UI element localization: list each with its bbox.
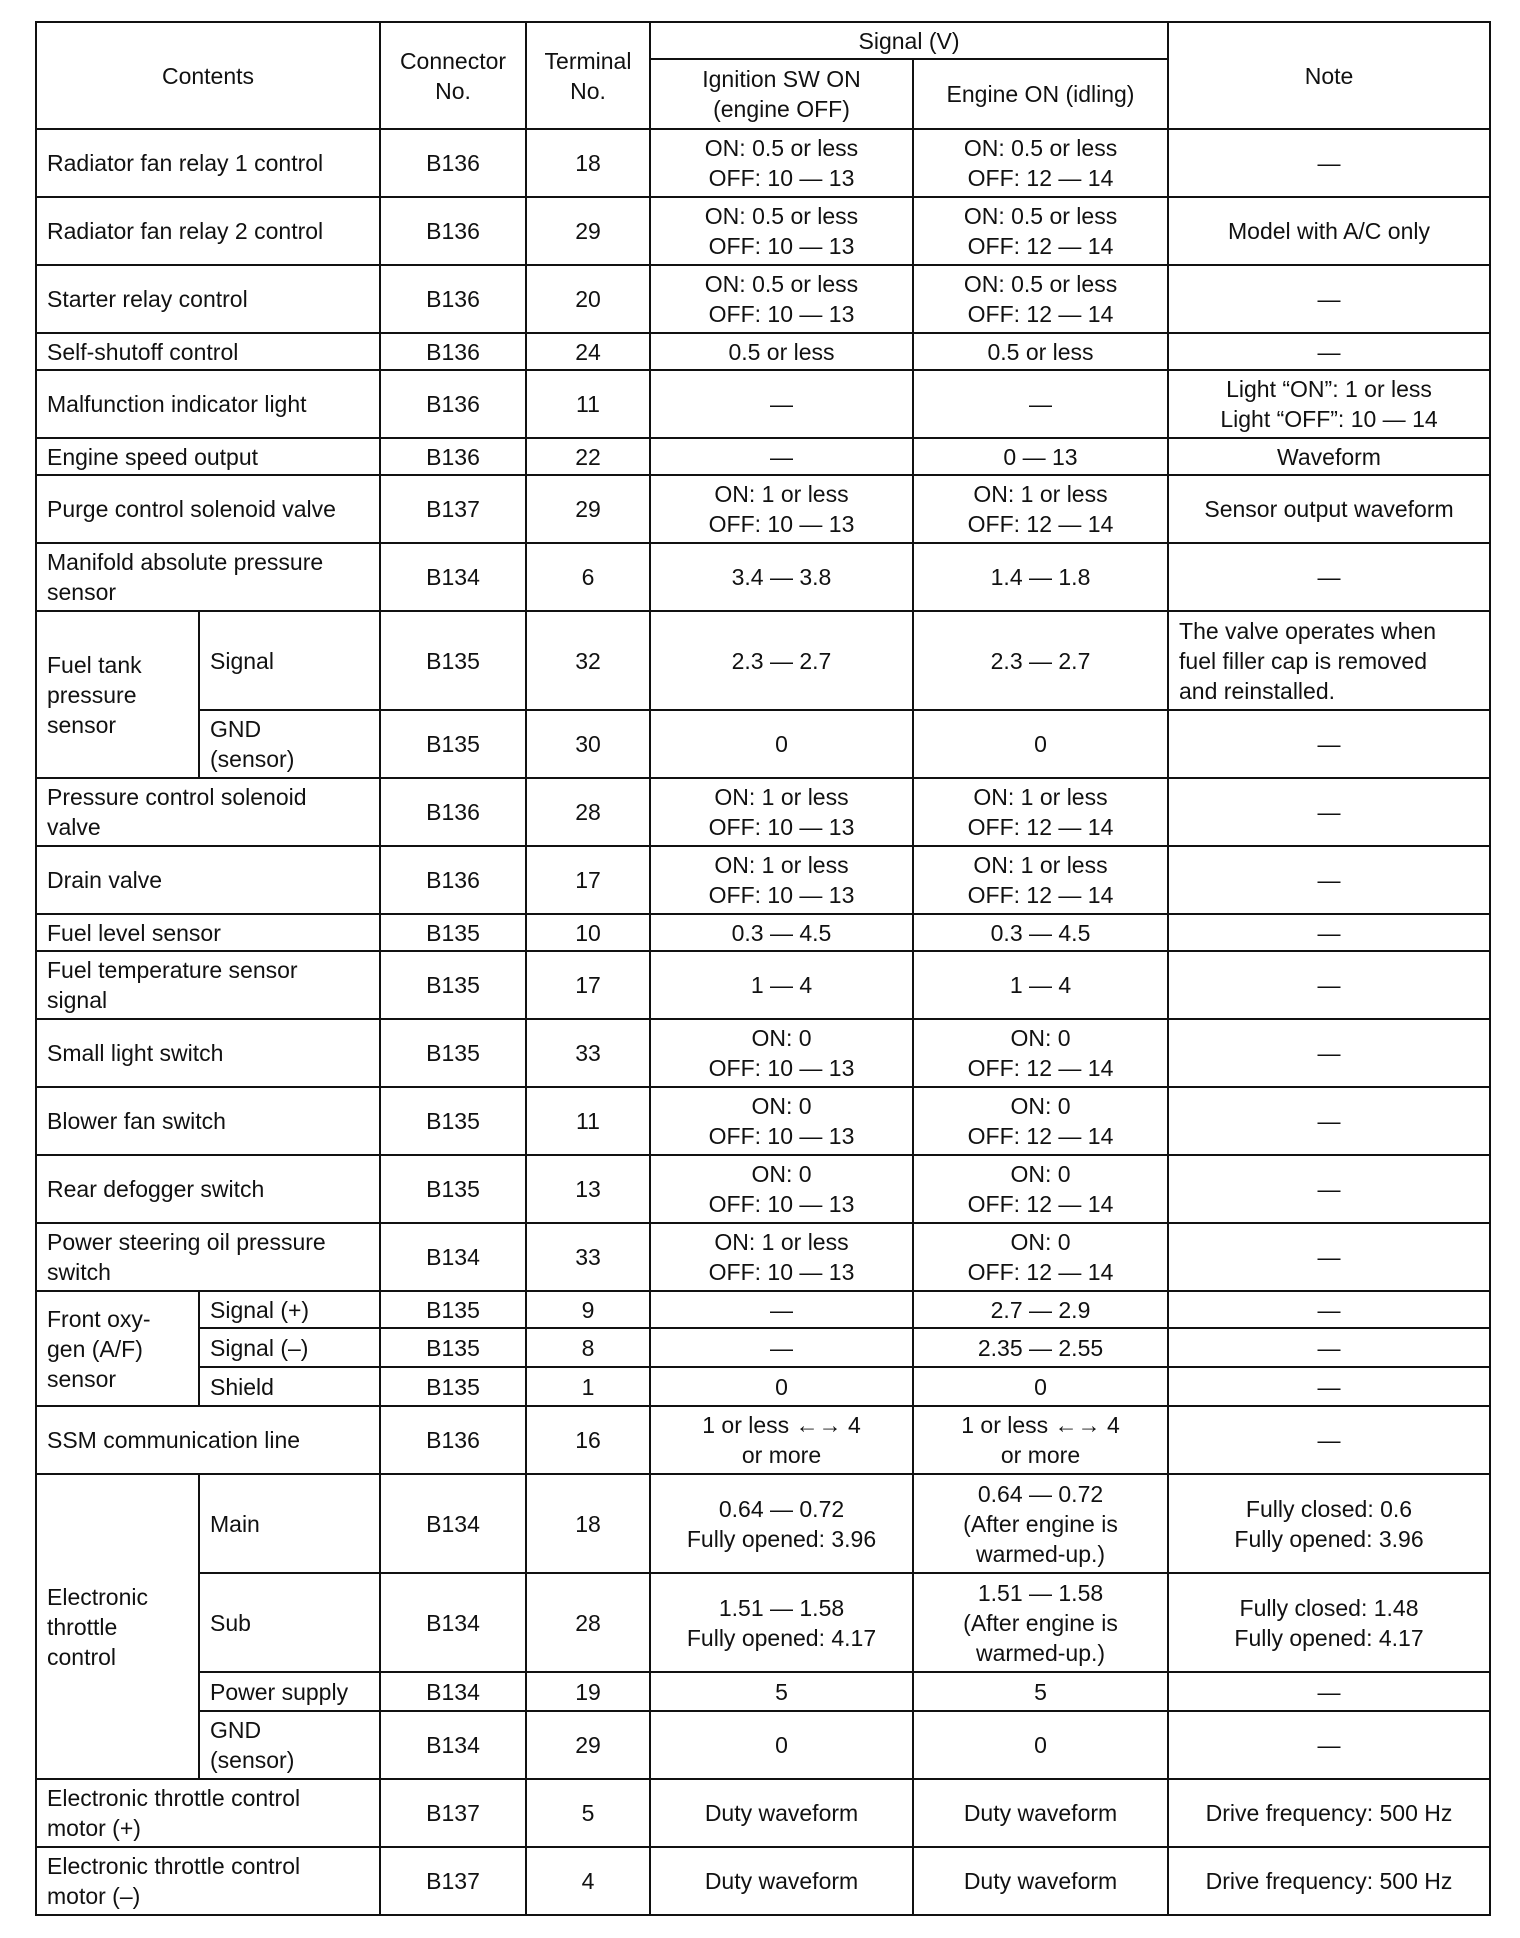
terminal-voltage-table	[35, 21, 1491, 1916]
contents: Purge control solenoid valve	[36, 475, 380, 543]
signal-ignition-on: ON: 0 OFF: 10 — 13	[650, 1155, 913, 1223]
signal-ignition-on: ON: 1 or less OFF: 10 — 13	[650, 778, 913, 846]
terminal-no: 28	[526, 1573, 650, 1672]
signal-engine-on: ON: 1 or less OFF: 12 — 14	[913, 778, 1168, 846]
terminal-no: 19	[526, 1672, 650, 1711]
connector-no: B136	[380, 846, 526, 914]
contents: SSM communication line	[36, 1406, 380, 1474]
signal-engine-on: —	[913, 370, 1168, 438]
signal-ignition-on: 1 or less ←→ 4 or more	[650, 1406, 913, 1474]
signal-ignition-on: ON: 1 or less OFF: 10 — 13	[650, 475, 913, 543]
signal-engine-on: ON: 0 OFF: 12 — 14	[913, 1087, 1168, 1155]
table-row	[36, 1406, 1490, 1474]
signal-ignition-on: 1 — 4	[650, 951, 913, 1019]
terminal-no: 22	[526, 438, 650, 475]
signal-engine-on: Duty waveform	[913, 1847, 1168, 1915]
connector-no: B135	[380, 611, 526, 710]
signal-ignition-on: 0.3 — 4.5	[650, 914, 913, 951]
contents: Electronic throttle control motor (+)	[36, 1779, 380, 1847]
table-row	[36, 846, 1490, 914]
terminal-no: 13	[526, 1155, 650, 1223]
note: —	[1168, 265, 1490, 333]
table-row	[36, 1223, 1490, 1291]
connector-no: B137	[380, 1847, 526, 1915]
table-row	[36, 129, 1490, 197]
connector-no: B136	[380, 197, 526, 265]
table-row	[36, 710, 1490, 778]
terminal-no: 20	[526, 265, 650, 333]
note: —	[1168, 543, 1490, 611]
table-row	[36, 1672, 1490, 1711]
signal-engine-on: 1.51 — 1.58 (After engine is warmed-up.)	[913, 1573, 1168, 1672]
connector-no: B136	[380, 333, 526, 370]
terminal-no: 29	[526, 1711, 650, 1779]
terminal-no: 30	[526, 710, 650, 778]
note: —	[1168, 710, 1490, 778]
table-row	[36, 1573, 1490, 1672]
sub-contents: Shield	[199, 1367, 380, 1406]
note: —	[1168, 333, 1490, 370]
note: Drive frequency: 500 Hz	[1168, 1847, 1490, 1915]
signal-engine-on: 5	[913, 1672, 1168, 1711]
connector-no: B134	[380, 1711, 526, 1779]
contents: Manifold absolute pressure sensor	[36, 543, 380, 611]
terminal-no: 8	[526, 1328, 650, 1367]
signal-engine-on: ON: 0 OFF: 12 — 14	[913, 1019, 1168, 1087]
signal-engine-on: ON: 0 OFF: 12 — 14	[913, 1223, 1168, 1291]
note: The valve operates when fuel filler cap is removed and reinstalled.	[1168, 611, 1490, 710]
table-row	[36, 778, 1490, 846]
contents: Radiator fan relay 2 control	[36, 197, 380, 265]
note: —	[1168, 846, 1490, 914]
contents: Fuel level sensor	[36, 914, 380, 951]
contents: Small light switch	[36, 1019, 380, 1087]
signal-engine-on: 1.4 — 1.8	[913, 543, 1168, 611]
sub-contents: Sub	[199, 1573, 380, 1672]
sub-contents: GND (sensor)	[199, 1711, 380, 1779]
signal-ignition-on: ON: 1 or less OFF: 10 — 13	[650, 1223, 913, 1291]
contents: Engine speed output	[36, 438, 380, 475]
note: —	[1168, 1291, 1490, 1328]
table-row	[36, 914, 1490, 951]
signal-engine-on: 0	[913, 1711, 1168, 1779]
connector-no: B134	[380, 1672, 526, 1711]
signal-ignition-on: ON: 0.5 or less OFF: 10 — 13	[650, 197, 913, 265]
signal-engine-on: ON: 0.5 or less OFF: 12 — 14	[913, 265, 1168, 333]
contents: Rear defogger switch	[36, 1155, 380, 1223]
table-row	[36, 1291, 1490, 1328]
note: —	[1168, 1087, 1490, 1155]
signal-ignition-on: ON: 0.5 or less OFF: 10 — 13	[650, 129, 913, 197]
header-terminal: Terminal No.	[526, 22, 650, 129]
note: —	[1168, 1328, 1490, 1367]
terminal-no: 16	[526, 1406, 650, 1474]
sub-contents: Signal (–)	[199, 1328, 380, 1367]
terminal-no: 17	[526, 951, 650, 1019]
terminal-no: 24	[526, 333, 650, 370]
connector-no: B135	[380, 1087, 526, 1155]
connector-no: B135	[380, 951, 526, 1019]
signal-engine-on: 0 — 13	[913, 438, 1168, 475]
header-engine: Engine ON (idling)	[913, 59, 1168, 129]
note: —	[1168, 951, 1490, 1019]
terminal-no: 33	[526, 1223, 650, 1291]
header-signal: Signal (V)	[650, 22, 1168, 59]
table-row	[36, 265, 1490, 333]
note: —	[1168, 1019, 1490, 1087]
table-row	[36, 1367, 1490, 1406]
signal-ignition-on: —	[650, 370, 913, 438]
signal-ignition-on: 0	[650, 1711, 913, 1779]
note: —	[1168, 1672, 1490, 1711]
connector-no: B134	[380, 1573, 526, 1672]
terminal-no: 10	[526, 914, 650, 951]
terminal-no: 11	[526, 370, 650, 438]
connector-no: B136	[380, 370, 526, 438]
signal-ignition-on: ON: 0 OFF: 10 — 13	[650, 1019, 913, 1087]
table-row	[36, 1019, 1490, 1087]
table-row	[36, 197, 1490, 265]
connector-no: B135	[380, 710, 526, 778]
signal-ignition-on: 5	[650, 1672, 913, 1711]
contents: Fuel temperature sensor signal	[36, 951, 380, 1019]
terminal-no: 9	[526, 1291, 650, 1328]
note: Fully closed: 0.6 Fully opened: 3.96	[1168, 1474, 1490, 1573]
note: —	[1168, 778, 1490, 846]
terminal-no: 6	[526, 543, 650, 611]
signal-engine-on: 0	[913, 710, 1168, 778]
signal-ignition-on: 1.51 — 1.58 Fully opened: 4.17	[650, 1573, 913, 1672]
connector-no: B135	[380, 1019, 526, 1087]
contents: Radiator fan relay 1 control	[36, 129, 380, 197]
signal-engine-on: ON: 0.5 or less OFF: 12 — 14	[913, 129, 1168, 197]
note: —	[1168, 1711, 1490, 1779]
signal-engine-on: 2.35 — 2.55	[913, 1328, 1168, 1367]
terminal-no: 29	[526, 197, 650, 265]
contents: Pressure control solenoid valve	[36, 778, 380, 846]
terminal-no: 18	[526, 1474, 650, 1573]
header-note: Note	[1168, 22, 1490, 129]
signal-engine-on: 2.3 — 2.7	[913, 611, 1168, 710]
signal-ignition-on: Duty waveform	[650, 1847, 913, 1915]
table-row	[36, 1847, 1490, 1915]
contents: Malfunction indicator light	[36, 370, 380, 438]
table-row	[36, 475, 1490, 543]
table-row	[36, 370, 1490, 438]
terminal-no: 28	[526, 778, 650, 846]
connector-no: B134	[380, 1474, 526, 1573]
table-row	[36, 1328, 1490, 1367]
signal-ignition-on: ON: 0.5 or less OFF: 10 — 13	[650, 265, 913, 333]
header-contents: Contents	[36, 22, 380, 129]
note: Light “ON”: 1 or less Light “OFF”: 10 — 14	[1168, 370, 1490, 438]
connector-no: B136	[380, 265, 526, 333]
connector-no: B135	[380, 1367, 526, 1406]
signal-engine-on: 0.5 or less	[913, 333, 1168, 370]
contents: Power steering oil pressure switch	[36, 1223, 380, 1291]
signal-engine-on: ON: 0.5 or less OFF: 12 — 14	[913, 197, 1168, 265]
table-row	[36, 333, 1490, 370]
sub-contents: Power supply	[199, 1672, 380, 1711]
note: —	[1168, 1155, 1490, 1223]
note: —	[1168, 1223, 1490, 1291]
signal-ignition-on: 0.64 — 0.72 Fully opened: 3.96	[650, 1474, 913, 1573]
note: Waveform	[1168, 438, 1490, 475]
header-connector: Connector No.	[380, 22, 526, 129]
header-ignition: Ignition SW ON (engine OFF)	[650, 59, 913, 129]
terminal-no: 17	[526, 846, 650, 914]
signal-ignition-on: 3.4 — 3.8	[650, 543, 913, 611]
sub-contents: Signal (+)	[199, 1291, 380, 1328]
table-row	[36, 1155, 1490, 1223]
signal-ignition-on: 2.3 — 2.7	[650, 611, 913, 710]
connector-no: B136	[380, 129, 526, 197]
table-row	[36, 1087, 1490, 1155]
signal-engine-on: ON: 1 or less OFF: 12 — 14	[913, 846, 1168, 914]
signal-engine-on: Duty waveform	[913, 1779, 1168, 1847]
terminal-no: 4	[526, 1847, 650, 1915]
signal-engine-on: ON: 0 OFF: 12 — 14	[913, 1155, 1168, 1223]
signal-ignition-on: 0	[650, 1367, 913, 1406]
signal-engine-on: ON: 1 or less OFF: 12 — 14	[913, 475, 1168, 543]
terminal-no: 29	[526, 475, 650, 543]
note: —	[1168, 1406, 1490, 1474]
sub-contents: Signal	[199, 611, 380, 710]
table-row	[36, 1474, 1490, 1573]
terminal-no: 5	[526, 1779, 650, 1847]
table-row	[36, 611, 1490, 710]
group-label: Fuel tank pressure sensor	[36, 611, 199, 778]
connector-no: B135	[380, 1328, 526, 1367]
note: —	[1168, 1367, 1490, 1406]
signal-ignition-on: —	[650, 1291, 913, 1328]
table-row	[36, 1711, 1490, 1779]
signal-ignition-on: ON: 1 or less OFF: 10 — 13	[650, 846, 913, 914]
signal-engine-on: 1 — 4	[913, 951, 1168, 1019]
terminal-no: 11	[526, 1087, 650, 1155]
connector-no: B137	[380, 475, 526, 543]
signal-engine-on: 1 or less ←→ 4 or more	[913, 1406, 1168, 1474]
table-row	[36, 438, 1490, 475]
contents: Blower fan switch	[36, 1087, 380, 1155]
signal-engine-on: 2.7 — 2.9	[913, 1291, 1168, 1328]
signal-engine-on: 0	[913, 1367, 1168, 1406]
signal-engine-on: 0.3 — 4.5	[913, 914, 1168, 951]
note: Model with A/C only	[1168, 197, 1490, 265]
connector-no: B134	[380, 543, 526, 611]
signal-ignition-on: —	[650, 1328, 913, 1367]
group-label: Electronic throttle control	[36, 1474, 199, 1779]
terminal-no: 32	[526, 611, 650, 710]
table-row	[36, 543, 1490, 611]
connector-no: B135	[380, 914, 526, 951]
contents: Self-shutoff control	[36, 333, 380, 370]
group-label: Front oxy- gen (A/F) sensor	[36, 1291, 199, 1406]
connector-no: B136	[380, 1406, 526, 1474]
table-row	[36, 1779, 1490, 1847]
sub-contents: GND (sensor)	[199, 710, 380, 778]
contents: Starter relay control	[36, 265, 380, 333]
terminal-no: 18	[526, 129, 650, 197]
signal-ignition-on: Duty waveform	[650, 1779, 913, 1847]
note: —	[1168, 914, 1490, 951]
table-row	[36, 951, 1490, 1019]
signal-ignition-on: 0	[650, 710, 913, 778]
note: Fully closed: 1.48 Fully opened: 4.17	[1168, 1573, 1490, 1672]
connector-no: B134	[380, 1223, 526, 1291]
connector-no: B136	[380, 778, 526, 846]
signal-engine-on: 0.64 — 0.72 (After engine is warmed-up.)	[913, 1474, 1168, 1573]
connector-no: B135	[380, 1155, 526, 1223]
note: —	[1168, 129, 1490, 197]
note: Drive frequency: 500 Hz	[1168, 1779, 1490, 1847]
contents: Drain valve	[36, 846, 380, 914]
terminal-no: 33	[526, 1019, 650, 1087]
terminal-no: 1	[526, 1367, 650, 1406]
connector-no: B136	[380, 438, 526, 475]
connector-no: B135	[380, 1291, 526, 1328]
sub-contents: Main	[199, 1474, 380, 1573]
contents: Electronic throttle control motor (–)	[36, 1847, 380, 1915]
note: Sensor output waveform	[1168, 475, 1490, 543]
connector-no: B137	[380, 1779, 526, 1847]
signal-ignition-on: 0.5 or less	[650, 333, 913, 370]
signal-ignition-on: —	[650, 438, 913, 475]
signal-ignition-on: ON: 0 OFF: 10 — 13	[650, 1087, 913, 1155]
